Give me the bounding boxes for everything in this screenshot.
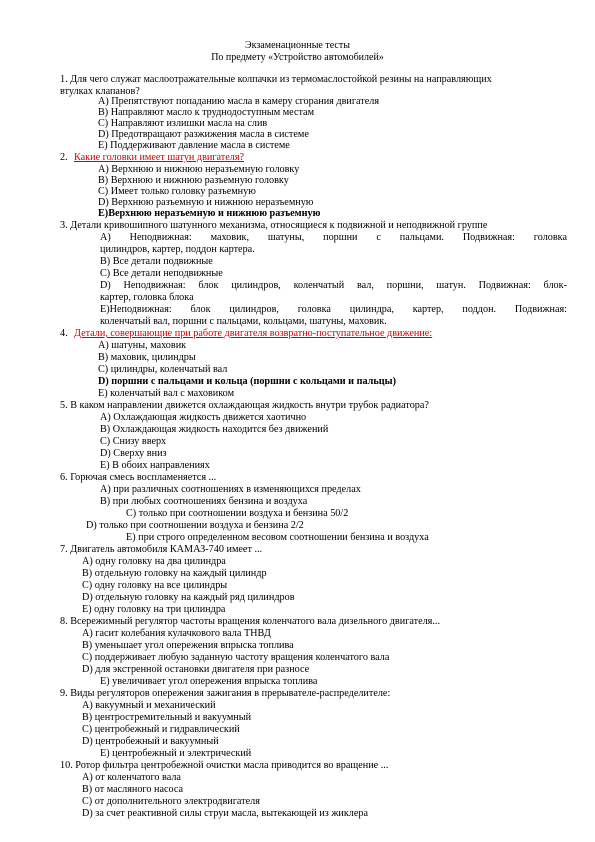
question-2-option-c: С) Имеет только головку разъемную: [98, 186, 256, 197]
question-5-option-a: А) Охлаждающая жидкость движется хаотично: [100, 412, 307, 423]
question-7-option-d: D) отдельную головку на каждый ряд цилиндров: [82, 592, 295, 603]
document-title: Экзаменационные тесты: [245, 40, 350, 51]
question-7-option-a: A) одну головку на два цилиндра: [82, 556, 226, 567]
question-3-option-d: D) Неподвижная: блок цилиндров, коленчатый вал, поршни, шатун. Подвижная: блок-: [100, 280, 567, 291]
question-3-option-e: Е)Неподвижная: блок цилиндров, головка цилиндра, картер, поддон. Подвижная:: [100, 304, 567, 315]
question-4-option-a: А) шатуны, маховик: [98, 340, 187, 351]
question-6-option-d: D) только при соотношении воздуха и бензина 2/2: [86, 520, 304, 531]
question-1-option-e: Е) Поддерживают давление масла в системе: [98, 140, 290, 151]
question-6-option-a: А) при различных соотношениях в изменяющихся пределах: [100, 484, 361, 495]
question-9-option-e: Е) центробежный и электрический: [100, 748, 252, 759]
question-5-option-b: В) Охлаждающая жидкость находится без движений: [100, 424, 329, 435]
question-7-option-b: B) отдельную головку на каждый цилиндр: [82, 568, 267, 579]
question-2-text: Какие головки имеет шатун двигателя?: [74, 152, 245, 163]
question-4-text: Детали, совершающие при работе двигателя возвратно-поступательное движение:: [74, 328, 433, 339]
question-10-option-a: A) от коленчатого вала: [82, 772, 181, 783]
question-10-option-c: C) от дополнительного электродвигателя: [82, 796, 260, 807]
question-9-option-b: B) центростремительный и вакуумный: [82, 712, 252, 723]
question-7-option-e: E) одну головку на три цилиндра: [82, 604, 226, 615]
question-9-option-c: C) центробежный и гидравлический: [82, 724, 240, 735]
question-1-option-a: А) Препятствуют попаданию масла в камеру сгорания двигателя: [98, 96, 380, 107]
question-6-option-e: Е) при строго определенном весовом соотношении бензина и воздуха: [126, 532, 429, 543]
question-3-option-e-cont: коленчатый вал, поршни с пальцами, кольцами, шатуны, маховик.: [100, 316, 387, 327]
question-6-option-b: В) при любых соотношениях бензина и воздуха: [100, 496, 308, 507]
question-3-option-a-cont: цилиндров, картер, поддон картера.: [100, 244, 255, 255]
question-2-option-d: D) Верхнюю разъемную и нижнюю неразъемную: [98, 197, 314, 208]
question-1-text: 1. Для чего служат маслоотражательные колпачки из термомаслостойкой резины на направляющих: [60, 74, 492, 85]
question-3-text: 3. Детали кривошипного шатунного механизма, относящиеся к подвижной и неподвижной группе: [60, 220, 488, 231]
question-4-option-c: С) цилиндры, коленчатый вал: [98, 364, 228, 375]
question-2-option-b: В) Верхнюю и нижнюю разъемную головку: [98, 175, 289, 186]
question-7-text: 7. Двигатель автомобиля КАМАЗ-740 имеет ...: [60, 544, 263, 555]
question-3-option-d-cont: картер, головка блока: [100, 292, 194, 303]
question-9-text: 9. Виды регуляторов опережения зажигания в прерывателе-распределителе:: [60, 688, 391, 699]
document-subtitle: По предмету «Устройство автомобилей»: [211, 52, 384, 63]
question-1-option-c: С) Направляют излишки масла на слив: [98, 118, 268, 129]
question-5-text: 5. В каком направлении движется охлаждающая жидкость внутри трубок радиатора?: [60, 400, 429, 411]
question-6-text: 6. Горючая смесь воспламеняется ...: [60, 472, 217, 483]
question-4-option-e: Е) коленчатый вал с маховиком: [98, 388, 235, 399]
question-5-option-e: Е) В обоих направлениях: [100, 460, 210, 471]
question-3-option-c: С) Все детали неподвижные: [100, 268, 223, 279]
question-4-option-d: D) поршни с пальцами и кольца (поршни с кольцами и пальцы): [98, 376, 396, 387]
question-2-number: 2.: [60, 152, 68, 163]
question-4-option-b: В) маховик, цилиндры: [98, 352, 196, 363]
question-8-text: 8. Всережимный регулятор частоты вращения коленчатого вала дизельного двигателя...: [60, 616, 441, 627]
question-6-option-c: С) только при соотношении воздуха и бензина 50/2: [126, 508, 349, 519]
question-1-text-cont: втулках клапанов?: [60, 86, 140, 97]
question-3-option-b: В) Все детали подвижные: [100, 256, 213, 267]
question-8-option-b: B) уменьшает угол опережения впрыска топлива: [82, 640, 294, 651]
question-2-option-e: Е)Верхнюю неразъемную и нижнюю разъемную: [98, 208, 321, 219]
question-10-option-d: D) за счет реактивной силы струи масла, вытекающей из жиклера: [82, 808, 369, 819]
question-2-option-a: А) Верхнюю и нижнюю неразъемную головку: [98, 164, 300, 175]
question-1-option-b: В) Направляют масло к труднодоступным местам: [98, 107, 315, 118]
question-9-option-a: A) вакуумный и механический: [82, 700, 216, 711]
question-8-option-c: C) поддерживает любую заданную частоту вращения коленчатого вала: [82, 652, 390, 663]
question-4-number: 4.: [60, 328, 68, 339]
question-1-option-d: D) Предотвращают разжижения масла в системе: [98, 129, 309, 140]
question-10-text: 10. Ротор фильтра центробежной очистки масла приводится во вращение ...: [60, 760, 389, 771]
question-5-option-d: D) Сверху вниз: [100, 448, 167, 459]
question-7-option-c: C) одну головку на все цилиндры: [82, 580, 228, 591]
question-8-option-a: A) гасит колебания кулачкового вала ТНВД: [82, 628, 271, 639]
question-9-option-d: D) центробежный и вакуумный: [82, 736, 219, 747]
question-8-option-d: D) для экстренной остановки двигателя при разносе: [82, 664, 310, 675]
question-10-option-b: B) от масляного насоса: [82, 784, 184, 795]
question-5-option-c: С) Снизу вверх: [100, 436, 167, 447]
question-8-option-e: Е) увеличивает угол опережения впрыска топлива: [100, 676, 318, 687]
question-3-option-a: А) Неподвижная: маховик, шатуны, поршни с пальцами. Подвижная: головка: [100, 232, 567, 243]
